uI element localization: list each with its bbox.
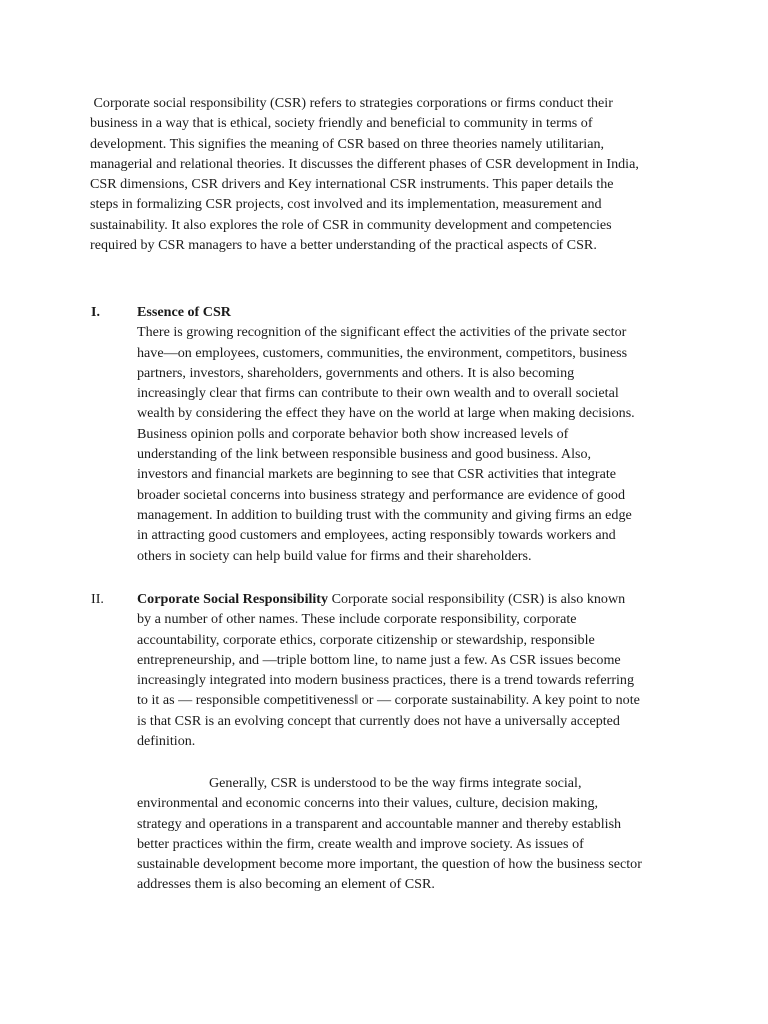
abstract-line: steps in formalizing CSR projects, cost involved and its implementation, measurement and (90, 196, 602, 213)
paragraph-line: environmental and economic concerns into their values, culture, decision making, (137, 795, 599, 812)
section-line: others in society can help build value for firms and their shareholders. (137, 547, 532, 564)
paragraph-line: strategy and operations in a transparent and accountable manner and thereby establish (137, 815, 622, 832)
section-line: accountability, corporate ethics, corporate citizenship or stewardship, responsible (137, 631, 595, 648)
abstract-line: CSR dimensions, CSR drivers and Key international CSR instruments. This paper details the (90, 176, 614, 193)
section-line: Business opinion polls and corporate behavior both show increased levels of (137, 425, 569, 442)
section-body (137, 589, 685, 751)
section-heading: Essence of CSR (137, 304, 231, 320)
section-line: investors and financial markets are beginning to see that CSR activities that integrate (137, 466, 617, 483)
section-line: to it as ― responsible competitiveness‖ or ― corporate sustainability. A key point to note (137, 692, 640, 709)
section-line: entrepreneurship, and ―triple bottom line, to name just a few. As CSR issues become (137, 651, 621, 668)
paragraph-line: Generally, CSR is understood to be the way firms integrate social, (209, 775, 582, 791)
paragraph-line: sustainable development become more important, the question of how the business sector (137, 856, 642, 873)
section-line: is that CSR is an evolving concept that currently does not have a universally accepted (137, 712, 620, 729)
abstract-line: managerial and relational theories. It discusses the different phases of CSR development in India, (90, 155, 639, 172)
section-line: in attracting good customers and employees, acting responsibly towards workers and (137, 527, 616, 544)
section-line: management. In addition to building trust with the community and giving firms an edge (137, 506, 632, 523)
section-number: II. (91, 591, 104, 607)
paragraph-line: better practices within the firm, create wealth and improve society. As issues of (137, 835, 584, 852)
section-number: I. (91, 304, 101, 320)
section-line: definition. (137, 733, 196, 750)
abstract-line: required by CSR managers to have a better understanding of the practical aspects of CSR. (90, 237, 597, 254)
paragraph-line: addresses them is also becoming an element of CSR. (137, 876, 435, 893)
paragraph-generally (137, 773, 685, 895)
section-line: Corporate social responsibility (CSR) is also known (328, 591, 626, 607)
section-line: broader societal concerns into business strategy and performance are evidence of good (137, 486, 625, 503)
section-line: by a number of other names. These include corporate responsibility, corporate (137, 611, 577, 628)
section-line: increasingly integrated into modern business practices, there is a trend towards referring (137, 672, 635, 689)
section-body (137, 302, 685, 566)
abstract-paragraph (90, 93, 662, 255)
abstract-line: development. This signifies the meaning of CSR based on three theories namely utilitarian, (90, 135, 605, 152)
abstract-line: sustainability. It also explores the role of CSR in community development and competencies (90, 216, 612, 233)
section-line: understanding of the link between responsible business and good business. Also, (137, 446, 592, 463)
section-line: increasingly clear that firms can contribute to their own wealth and to overall societal (137, 385, 619, 402)
section-line: There is growing recognition of the significant effect the activities of the private sector (137, 324, 627, 341)
section-line: have—on employees, customers, communities, the environment, competitors, business (137, 344, 628, 361)
abstract-line: business in a way that is ethical, society friendly and beneficial to community in terms of (90, 115, 593, 132)
abstract-line: Corporate social responsibility (CSR) refers to strategies corporations or firms conduct their (90, 95, 613, 111)
section-line: partners, investors, shareholders, governments and others. It is also becoming (137, 364, 575, 381)
section-line: wealth by considering the effect they have on the world at large when making decisions. (137, 405, 635, 422)
section-heading: Corporate Social Responsibility (137, 591, 329, 607)
